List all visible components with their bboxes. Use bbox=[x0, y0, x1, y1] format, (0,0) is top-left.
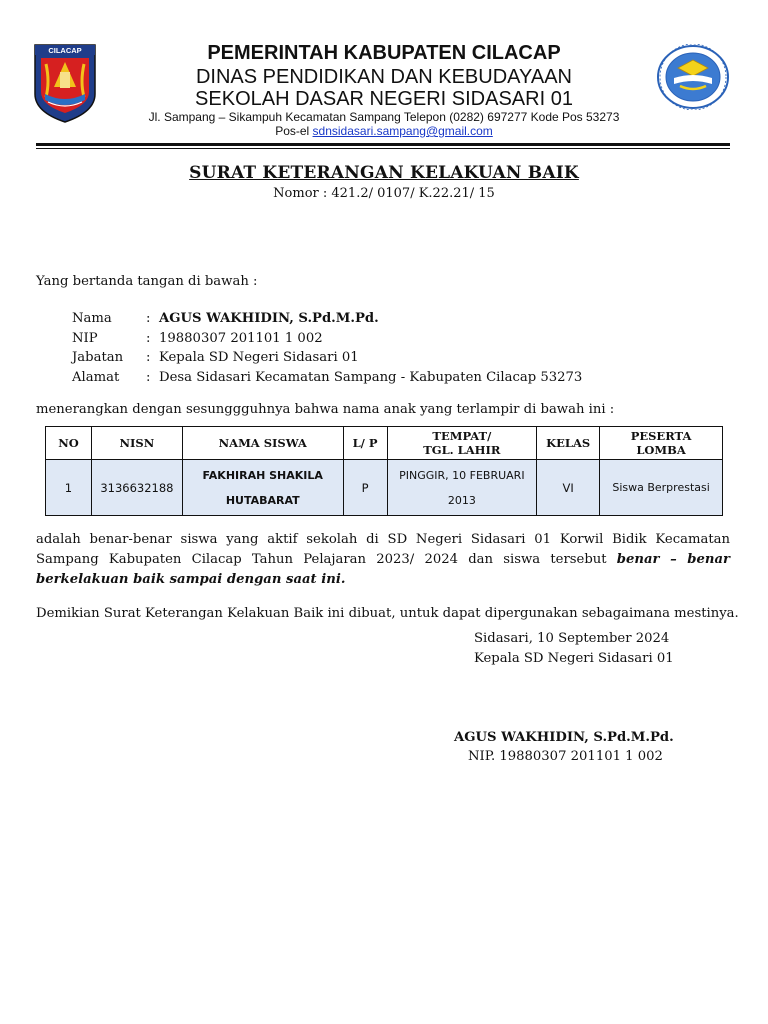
field-row-address bbox=[0, 370, 768, 390]
field-value: 19880307 201101 1 002 bbox=[159, 331, 323, 346]
field-label: NIP bbox=[72, 331, 98, 346]
field-row-name bbox=[0, 311, 768, 331]
col-header-student-name: NAMA SISWA bbox=[182, 427, 343, 460]
signer-role: Kepala SD Negeri Sidasari 01 bbox=[474, 651, 674, 666]
header-divider-thick bbox=[36, 143, 730, 146]
signer-name: AGUS WAKHIDIN, S.Pd.M.Pd. bbox=[454, 730, 674, 745]
col-header-no: NO bbox=[46, 427, 92, 460]
col-header-competition: PESERTA LOMBA bbox=[600, 427, 723, 460]
field-value: Kepala SD Negeri Sidasari 01 bbox=[159, 350, 359, 365]
field-colon: : bbox=[146, 370, 151, 385]
header-school-name: SEKOLAH DASAR NEGERI SIDASARI 01 bbox=[195, 88, 573, 110]
place-date: Sidasari, 10 September 2024 bbox=[474, 631, 670, 646]
field-colon: : bbox=[146, 331, 151, 346]
col-header-gender: L/ P bbox=[343, 427, 387, 460]
header-divider-thin bbox=[36, 148, 730, 149]
student-table bbox=[45, 426, 723, 516]
body-paragraph bbox=[36, 530, 730, 590]
field-row-nip bbox=[0, 331, 768, 351]
svg-text:CILACAP: CILACAP bbox=[48, 46, 82, 55]
field-colon: : bbox=[146, 311, 151, 326]
statement-text: menerangkan dengan sesunggguhnya bahwa nama anak yang terlampir di bawah ini : bbox=[36, 402, 615, 417]
letter-number: Nomor : 421.2/ 0107/ K.22.21/ 15 bbox=[273, 186, 495, 201]
email-label: Pos-el bbox=[275, 124, 310, 138]
intro-text: Yang bertanda tangan di bawah : bbox=[36, 274, 258, 289]
field-row-position bbox=[0, 350, 768, 370]
cell-gender: P bbox=[343, 460, 387, 516]
body-emphasis: benar – benar berkelakuan baik sampai dengan saat ini. bbox=[36, 552, 730, 587]
field-label: Alamat bbox=[72, 370, 120, 385]
col-header-nisn: NISN bbox=[91, 427, 182, 460]
cell-competition: Siswa Berprestasi bbox=[600, 460, 723, 516]
closing-text: Demikian Surat Keterangan Kelakuan Baik ini dibuat, untuk dapat dipergunakan sebagaimana mestinya. bbox=[36, 606, 739, 621]
header-email-line bbox=[0, 124, 768, 138]
table-row bbox=[46, 460, 723, 516]
field-colon: : bbox=[146, 350, 151, 365]
header-address: Jl. Sampang – Sikampuh Kecamatan Sampang Telepon (0282) 697277 Kode Pos 53273 bbox=[148, 110, 620, 124]
field-label: Jabatan bbox=[72, 350, 124, 365]
email-link[interactable]: sdnsidasari.sampang@gmail.com bbox=[312, 124, 493, 138]
cell-birth: PINGGIR, 10 FEBRUARI 2013 bbox=[387, 460, 537, 516]
cell-student-name: FAKHIRAH SHAKILA HUTABARAT bbox=[182, 460, 343, 516]
body-text: adalah benar-benar siswa yang aktif sekolah di SD Negeri Sidasari 01 Korwil Bidik Kecamatan Sampang Kabupaten Cilacap Tahun Pelajaran 2023/ 2024 dan siswa tersebut bbox=[36, 532, 730, 567]
signer-nip: NIP. 19880307 201101 1 002 bbox=[468, 749, 663, 764]
col-header-birth: TEMPAT/ TGL. LAHIR bbox=[387, 427, 537, 460]
field-label: Nama bbox=[72, 311, 112, 326]
cell-nisn: 3136632188 bbox=[91, 460, 182, 516]
cell-no: 1 bbox=[46, 460, 92, 516]
header-department: DINAS PENDIDIKAN DAN KEBUDAYAAN bbox=[195, 66, 572, 88]
table-header-row bbox=[46, 427, 723, 460]
field-value: Desa Sidasari Kecamatan Sampang - Kabupaten Cilacap 53273 bbox=[159, 370, 583, 385]
field-value: AGUS WAKHIDIN, S.Pd.M.Pd. bbox=[159, 311, 379, 326]
header-government: PEMERINTAH KABUPATEN CILACAP bbox=[207, 42, 561, 64]
col-header-class: KELAS bbox=[537, 427, 600, 460]
cell-class: VI bbox=[537, 460, 600, 516]
letter-title: SURAT KETERANGAN KELAKUAN BAIK bbox=[189, 163, 579, 183]
